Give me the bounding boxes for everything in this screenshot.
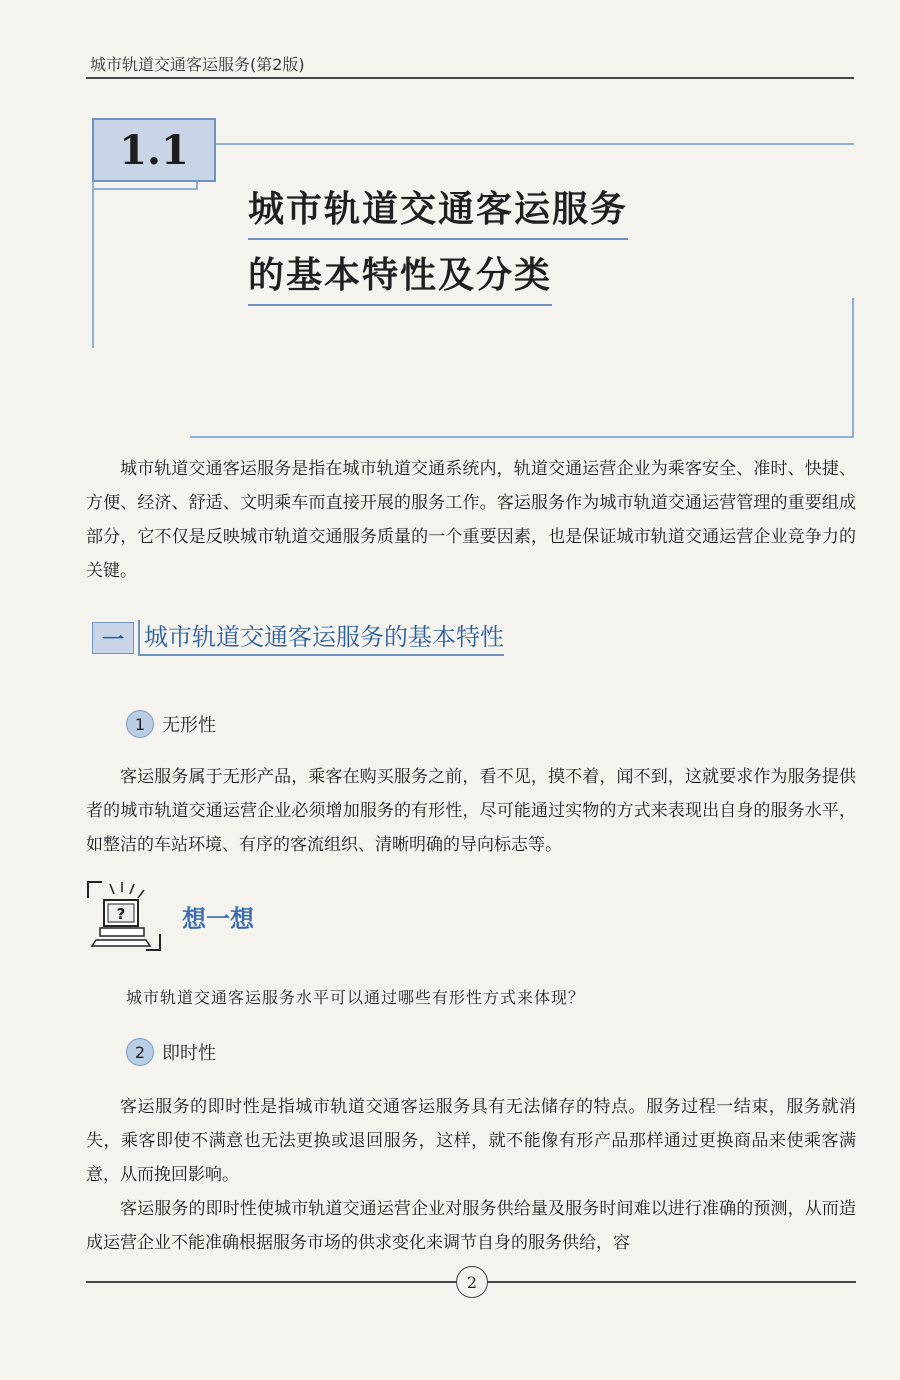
running-header: 城市轨道交通客运服务(第2版) bbox=[90, 55, 305, 74]
section-title-line-1: 城市轨道交通客运服务 bbox=[248, 182, 628, 240]
frame-left-line bbox=[92, 176, 94, 348]
item-2-paragraph-1: 客运服务的即时性是指城市轨道交通客运服务具有无法储存的特点。服务过程一结束，服务就消失，乘客即使不满意也无法更换或退回服务，这样，就不能像有形产品那样通过更换商品来使乘客满意，从而挽回影响。 bbox=[86, 1097, 856, 1185]
section-title bbox=[248, 182, 628, 314]
item-number-badge: 2 bbox=[126, 1038, 154, 1066]
svg-text:?: ? bbox=[116, 905, 126, 923]
section-number: 1.1 bbox=[119, 126, 189, 174]
footer-rule-right bbox=[484, 1281, 856, 1283]
think-question: 城市轨道交通客运服务水平可以通过哪些有形性方式来体现？ bbox=[126, 988, 586, 1007]
frame-top-line bbox=[212, 143, 854, 145]
section-title-line-2: 的基本特性及分类 bbox=[248, 248, 552, 306]
item-title: 即时性 bbox=[162, 1043, 216, 1064]
section-number-box bbox=[92, 118, 216, 182]
header-rule bbox=[86, 77, 854, 79]
computer-question-icon bbox=[86, 880, 162, 952]
item-heading-2 bbox=[126, 1038, 216, 1066]
subsection-title: 城市轨道交通客运服务的基本特性 bbox=[138, 620, 504, 656]
subsection-heading bbox=[92, 620, 504, 656]
item-1-paragraph: 客运服务属于无形产品，乘客在购买服务之前，看不见，摸不着，闻不到，这就要求作为服务提供者的城市轨道交通运营企业必须增加服务的有形性，尽可能通过实物的方式来表现出自身的服务水平，如整洁的车站环境、有序的客流组织、清晰明确的导向标志等。 bbox=[86, 767, 856, 855]
frame-bottom-line bbox=[190, 436, 854, 438]
page-number: 2 bbox=[456, 1266, 488, 1298]
subsection-number: 一 bbox=[92, 622, 134, 654]
frame-right-line bbox=[852, 298, 854, 438]
frame-inner-hline bbox=[94, 188, 198, 190]
item-2-paragraph-2: 客运服务的即时性使城市轨道交通运营企业对服务供给量及服务时间难以进行准确的预测，从而造成运营企业不能准确根据服务市场的供求变化来调节自身的服务供给，容 bbox=[86, 1199, 856, 1253]
item-heading-1 bbox=[126, 710, 216, 738]
think-box bbox=[86, 880, 254, 952]
footer-rule-left bbox=[86, 1281, 458, 1283]
item-number-badge: 1 bbox=[126, 710, 154, 738]
item-title: 无形性 bbox=[162, 715, 216, 736]
think-label: 想一想 bbox=[182, 904, 254, 933]
intro-paragraph: 城市轨道交通客运服务是指在城市轨道交通系统内，轨道交通运营企业为乘客安全、准时、快捷、方便、经济、舒适、文明乘车而直接开展的服务工作。客运服务作为城市轨道交通运营管理的重要组成部分，它不仅是反映城市轨道交通服务质量的一个重要因素，也是保证城市轨道交通运营企业竞争力的关键。 bbox=[86, 459, 856, 581]
